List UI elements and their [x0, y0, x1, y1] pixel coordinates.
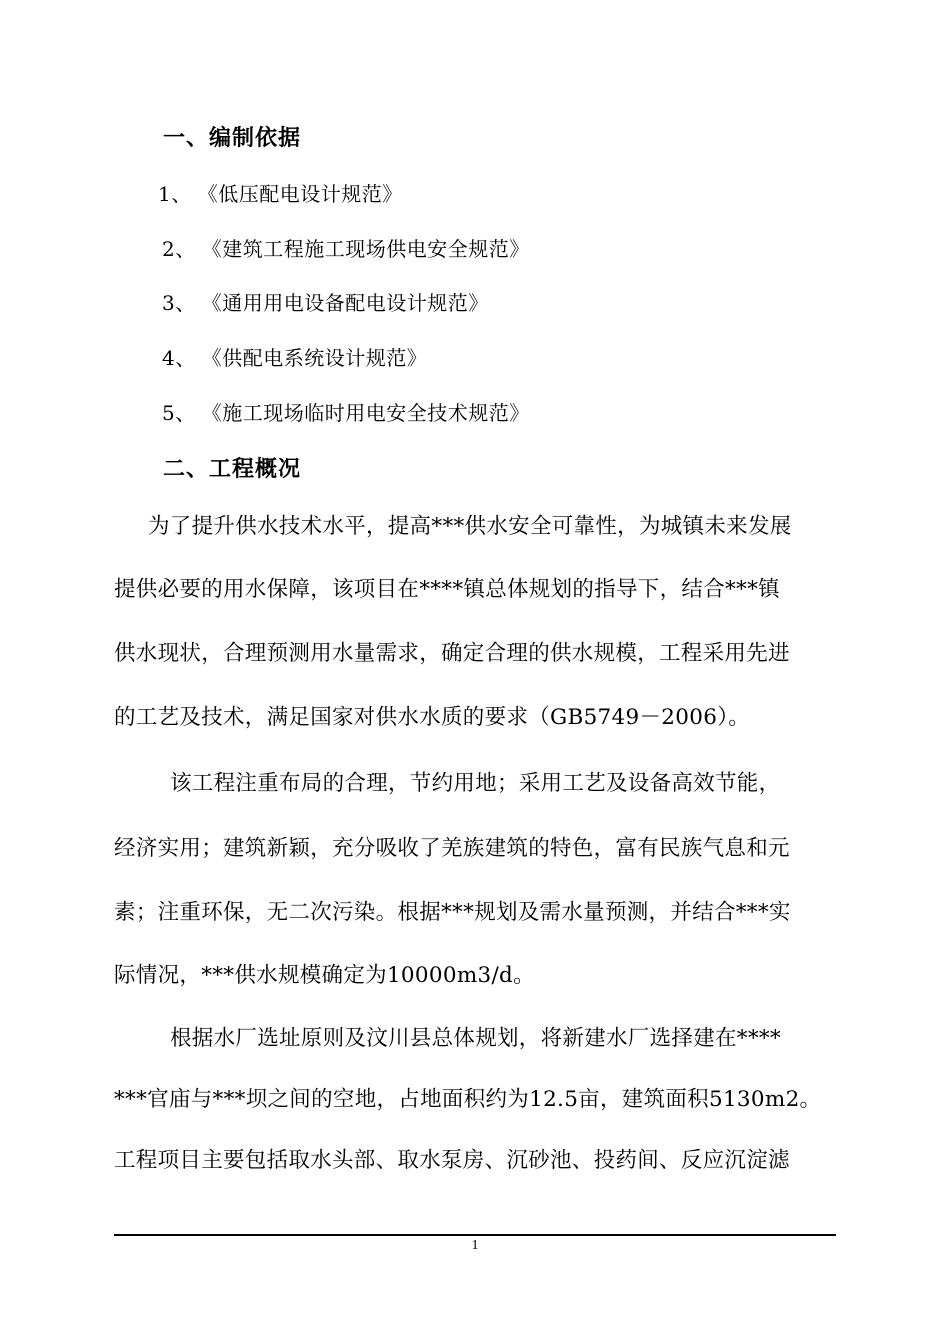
reference-number: 5、 — [162, 401, 196, 425]
reference-title: 《通用用电设备配电设计规范》 — [201, 291, 489, 315]
paragraph-line: 际情况，***供水规模确定为10000m3/d。 — [114, 963, 535, 988]
paragraph-line: 供水现状，合理预测用水量需求，确定合理的供水规模，工程采用先进 — [114, 641, 790, 666]
paragraph-line: ***官庙与***坝之间的空地，占地面积约为12.5亩，建筑面积5130m2。 — [114, 1087, 822, 1112]
section-heading-overview: 二、工程概况 — [163, 456, 302, 482]
reference-title: 《低压配电设计规范》 — [197, 182, 403, 206]
paragraph-line: 该工程注重布局的合理，节约用地；采用工艺及设备高效节能， — [170, 771, 781, 796]
reference-item — [162, 233, 530, 262]
reference-title: 《建筑工程施工现场供电安全规范》 — [201, 237, 530, 261]
section-heading-basis: 一、编制依据 — [163, 125, 302, 151]
reference-title: 《施工现场临时用电安全技术规范》 — [201, 401, 530, 425]
page-number: 1 — [471, 1238, 479, 1253]
paragraph-line: 提供必要的用水保障，该项目在****镇总体规划的指导下，结合***镇 — [114, 577, 780, 602]
paragraph-line: 根据水厂选址原则及汶川县总体规划，将新建水厂选择建在**** — [170, 1026, 782, 1051]
paragraph-line: 经济实用；建筑新颖，充分吸收了羌族建筑的特色，富有民族气息和元 — [114, 836, 790, 861]
paragraph-line: 工程项目主要包括取水头部、取水泵房、沉砂池、投药间、反应沉淀滤 — [114, 1148, 790, 1173]
reference-item — [158, 178, 403, 207]
reference-item — [162, 397, 530, 426]
reference-item — [162, 342, 427, 371]
reference-item — [162, 287, 489, 316]
footer-divider — [114, 1234, 836, 1236]
reference-number: 3、 — [162, 291, 196, 315]
reference-number: 4、 — [162, 346, 196, 370]
reference-title: 《供配电系统设计规范》 — [201, 346, 428, 370]
paragraph-line: 的工艺及技术，满足国家对供水水质的要求（GB5749－2006）。 — [114, 705, 751, 730]
reference-number: 2、 — [162, 237, 196, 261]
paragraph-line: 素；注重环保，无二次污染。根据***规划及需水量预测，并结合***实 — [114, 900, 791, 925]
paragraph-line: 为了提升供水技术水平，提高***供水安全可靠性，为城镇未来发展 — [148, 514, 792, 539]
reference-number: 1、 — [158, 182, 192, 206]
